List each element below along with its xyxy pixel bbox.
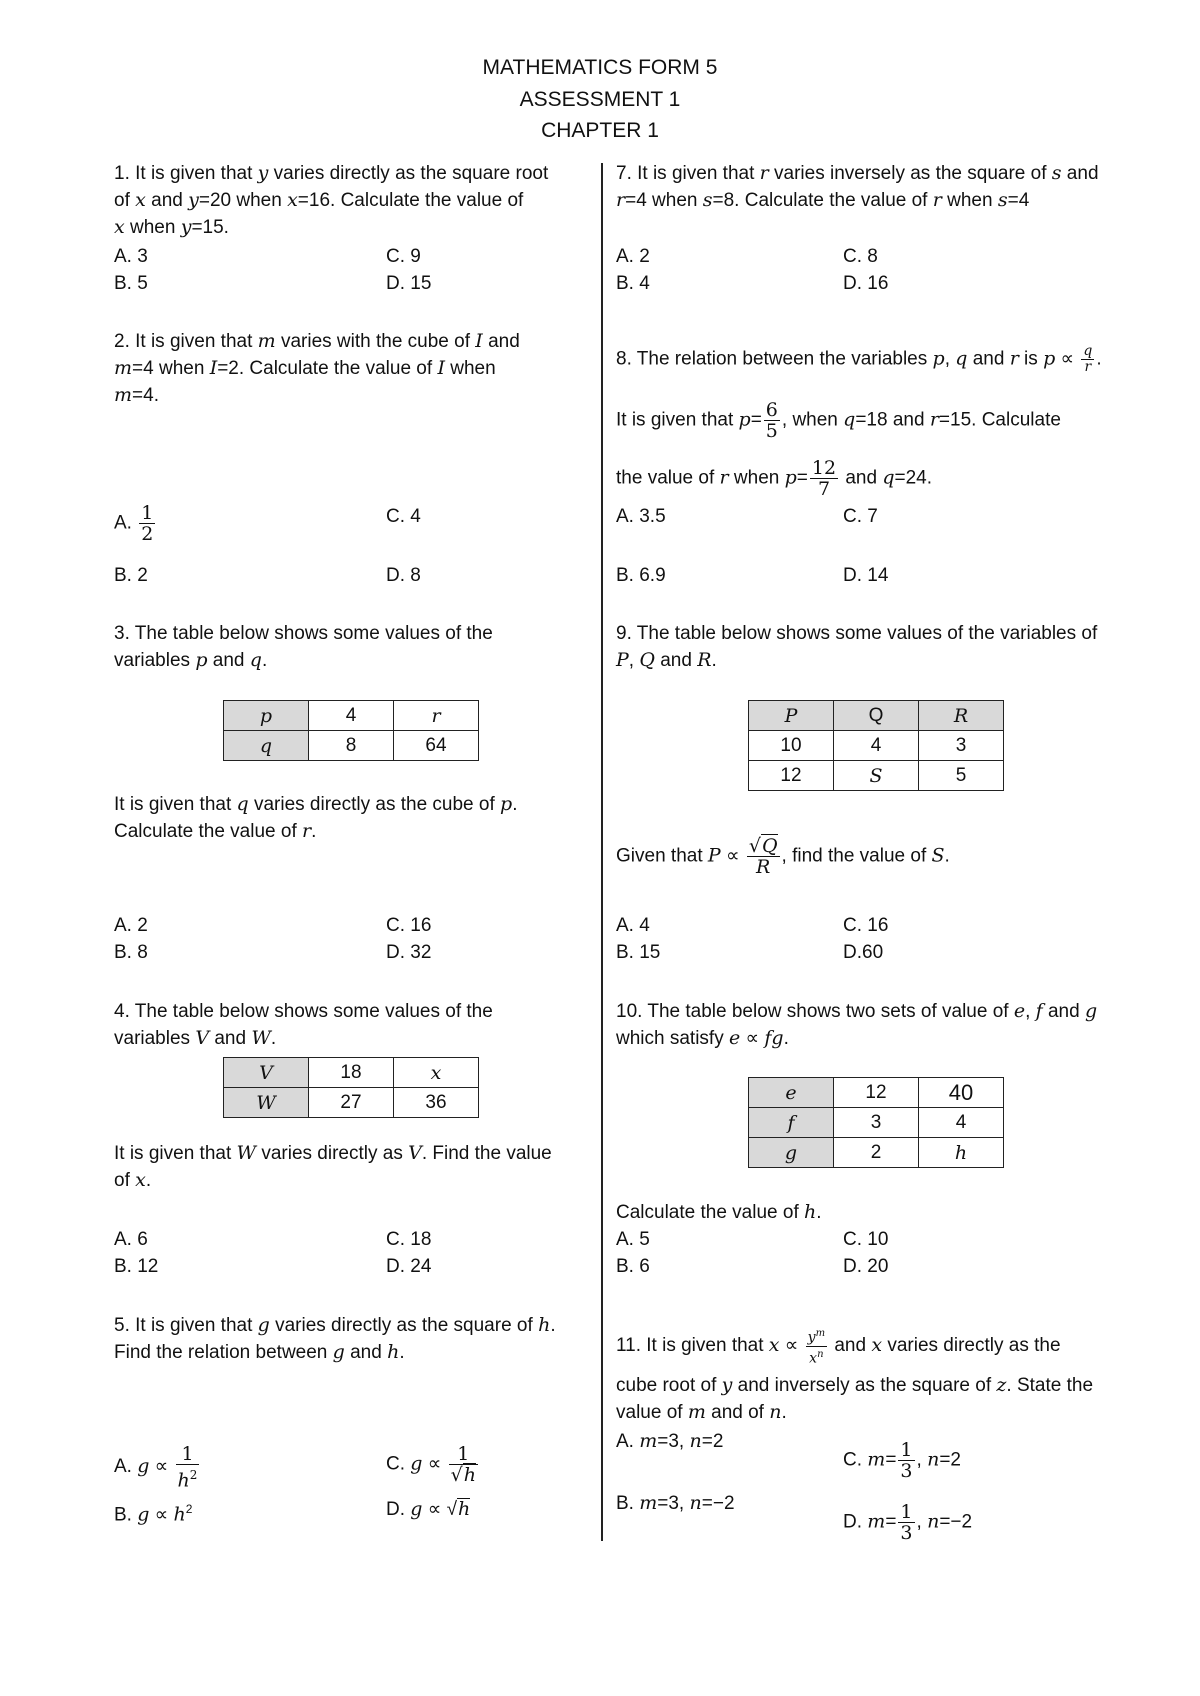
table-cell: 3 xyxy=(919,731,1004,761)
question-7-line-1: 7. It is given that r varies inversely as the square of s and xyxy=(616,162,1099,184)
question-10-option-c[interactable]: C. 10 xyxy=(843,1229,889,1250)
question-2-option-a[interactable]: A. $\frac{1}{2}$ xyxy=(114,502,154,545)
question-11-line-1: 11. It is given that x ∝ $\frac{y^m}{x^n}$ and x varies directly as the xyxy=(616,1328,1061,1367)
question-3-option-a[interactable]: A. 2 xyxy=(114,915,148,936)
question-9-option-c[interactable]: C. 16 xyxy=(843,915,889,936)
question-8-line-2: It is given that p= $\frac{6}{5}$ , when q=18 and r=15. Calculate xyxy=(616,399,1061,442)
question-7-line-2: r=4 when s=8. Calculate the value of r when s=4 xyxy=(616,189,1030,211)
table-row xyxy=(749,731,1004,761)
question-1-line-2: of x and y=20 when x=16. Calculate the value of xyxy=(114,189,524,211)
question-10-option-d[interactable]: D. 20 xyxy=(843,1256,889,1277)
question-4-line-3: It is given that W varies directly as V. Find the value xyxy=(114,1142,552,1164)
question-7-option-d[interactable]: D. 16 xyxy=(843,273,889,294)
table-cell: 8 xyxy=(309,731,394,761)
table-cell: R xyxy=(919,701,1004,731)
question-10-option-a[interactable]: A. 5 xyxy=(616,1229,650,1250)
question-8-option-c[interactable]: C. 7 xyxy=(843,506,878,527)
assessment-label: ASSESSMENT 1 xyxy=(519,88,681,111)
table-cell: 36 xyxy=(394,1088,479,1118)
table-cell: W xyxy=(224,1088,309,1118)
question-11-option-c[interactable]: C. m= $\frac{1}{3}$ , n=2 xyxy=(843,1439,961,1482)
table-cell: p xyxy=(224,701,309,731)
table-row xyxy=(749,701,1004,731)
question-11-option-a[interactable]: A. m=3, n=2 xyxy=(616,1430,724,1452)
table-cell: 64 xyxy=(394,731,479,761)
question-11-option-d[interactable]: D. m= $\frac{1}{3}$ , n=−2 xyxy=(843,1501,973,1544)
question-5-line-2: Find the relation between g and h. xyxy=(114,1341,405,1363)
question-1-line-3: x when y=15. xyxy=(114,216,229,238)
question-2-option-c[interactable]: C. 4 xyxy=(386,506,421,527)
question-10-line-1: 10. The table below shows two sets of value of e, f and g xyxy=(616,1000,1098,1022)
question-9-option-d[interactable]: D.60 xyxy=(843,942,884,963)
table-row xyxy=(224,731,479,761)
question-5-line-1: 5. It is given that g varies directly as the square of h. xyxy=(114,1314,556,1336)
question-4-table xyxy=(223,1057,479,1118)
question-9-line-3: Given that P ∝ $\frac{√Q}{R}$ , find the value of S. xyxy=(616,835,950,878)
table-cell: x xyxy=(394,1058,479,1088)
question-4-option-b[interactable]: B. 12 xyxy=(114,1256,159,1277)
question-4-option-c[interactable]: C. 18 xyxy=(386,1229,432,1250)
question-4-option-d[interactable]: D. 24 xyxy=(386,1256,432,1277)
table-row xyxy=(749,1108,1004,1138)
document-title: MATHEMATICS FORM 5 xyxy=(482,56,718,79)
table-cell: e xyxy=(749,1078,834,1108)
question-10-line-2: which satisfy e ∝ fg. xyxy=(616,1027,789,1049)
question-2-line-1: 2. It is given that m varies with the cube of I and xyxy=(114,330,520,352)
chapter-label: CHAPTER 1 xyxy=(541,119,659,142)
question-10-table xyxy=(748,1077,1004,1168)
question-2-line-2: m=4 when I=2. Calculate the value of I when xyxy=(114,357,496,379)
question-10-option-b[interactable]: B. 6 xyxy=(616,1256,650,1277)
question-5-option-d[interactable]: D. g ∝ √h xyxy=(386,1498,471,1520)
table-cell: Q xyxy=(834,701,919,731)
table-row xyxy=(749,761,1004,791)
table-cell: S xyxy=(834,761,919,791)
question-11-option-b[interactable]: B. m=3, n=−2 xyxy=(616,1492,735,1514)
table-cell: 12 xyxy=(834,1078,919,1108)
question-1-line-1: 1. It is given that y varies directly as the square root xyxy=(114,162,549,184)
question-8-line-3: the value of r when p= $\frac{12}{7}$ and q=24. xyxy=(616,457,933,500)
question-10-line-3: Calculate the value of h. xyxy=(616,1201,822,1223)
table-row xyxy=(224,1058,479,1088)
table-cell: 18 xyxy=(309,1058,394,1088)
question-3-option-d[interactable]: D. 32 xyxy=(386,942,432,963)
question-3-option-c[interactable]: C. 16 xyxy=(386,915,432,936)
table-cell: h xyxy=(919,1138,1004,1168)
table-cell: 3 xyxy=(834,1108,919,1138)
question-3-option-b[interactable]: B. 8 xyxy=(114,942,148,963)
question-7-option-c[interactable]: C. 8 xyxy=(843,246,878,267)
question-3-line-2: variables p and q. xyxy=(114,649,268,671)
question-7-option-a[interactable]: A. 2 xyxy=(616,246,650,267)
question-8-option-b[interactable]: B. 6.9 xyxy=(616,565,666,586)
question-8-option-d[interactable]: D. 14 xyxy=(843,565,889,586)
table-cell: 12 xyxy=(749,761,834,791)
question-9-table xyxy=(748,700,1004,791)
question-9-option-b[interactable]: B. 15 xyxy=(616,942,661,963)
table-cell: r xyxy=(394,701,479,731)
question-5-option-c[interactable]: C. g ∝ $\frac{1}{√h}$ xyxy=(386,1443,476,1486)
table-cell: 2 xyxy=(834,1138,919,1168)
table-cell: f xyxy=(749,1108,834,1138)
table-row xyxy=(224,1088,479,1118)
question-2-line-3: m=4. xyxy=(114,384,159,406)
question-5-option-a[interactable]: A. g ∝ $\frac{1}{h^2}$ xyxy=(114,1443,198,1492)
question-4-option-a[interactable]: A. 6 xyxy=(114,1229,148,1250)
table-row xyxy=(224,701,479,731)
question-2-option-d[interactable]: D. 8 xyxy=(386,565,421,586)
question-1-option-b[interactable]: B. 5 xyxy=(114,273,148,294)
question-3-line-3: It is given that q varies directly as the cube of p. xyxy=(114,793,518,815)
question-3-line-1: 3. The table below shows some values of the xyxy=(114,623,493,644)
question-1-option-d[interactable]: D. 15 xyxy=(386,273,432,294)
question-11-line-2: cube root of y and inversely as the square of z. State the xyxy=(616,1374,1094,1396)
question-1-option-a[interactable]: A. 3 xyxy=(114,246,148,267)
question-9-option-a[interactable]: A. 4 xyxy=(616,915,650,936)
table-cell: 10 xyxy=(749,731,834,761)
table-cell: V xyxy=(224,1058,309,1088)
question-9-line-1: 9. The table below shows some values of the variables of xyxy=(616,623,1098,644)
question-3-line-4: Calculate the value of r. xyxy=(114,820,317,842)
question-9-line-2: P, Q and R. xyxy=(616,649,717,671)
question-8-line-1: 8. The relation between the variables p, q and r is p ∝ $\frac{q}{r}$ . xyxy=(616,343,1102,375)
question-7-option-b[interactable]: B. 4 xyxy=(616,273,650,294)
question-2-option-b[interactable]: B. 2 xyxy=(114,565,148,586)
question-5-option-b[interactable]: B. $g \propto h^2$ xyxy=(114,1502,193,1526)
column-divider xyxy=(601,163,603,1541)
question-4-line-1: 4. The table below shows some values of the xyxy=(114,1001,493,1022)
question-4-line-2: variables V and W. xyxy=(114,1027,277,1049)
table-cell: 27 xyxy=(309,1088,394,1118)
table-cell: P xyxy=(749,701,834,731)
question-4-line-4: of x. xyxy=(114,1169,152,1191)
table-cell: g xyxy=(749,1138,834,1168)
table-cell: 4 xyxy=(309,701,394,731)
table-cell: 4 xyxy=(834,731,919,761)
table-row xyxy=(749,1138,1004,1168)
question-11-line-3: value of m and of n. xyxy=(616,1401,787,1423)
table-cell: q xyxy=(224,731,309,761)
table-cell: 4 xyxy=(919,1108,1004,1138)
question-1-option-c[interactable]: C. 9 xyxy=(386,246,421,267)
table-cell: 40 xyxy=(919,1078,1004,1108)
question-3-table xyxy=(223,700,479,761)
table-cell: 5 xyxy=(919,761,1004,791)
question-8-option-a[interactable]: A. 3.5 xyxy=(616,506,666,527)
table-row xyxy=(749,1078,1004,1108)
